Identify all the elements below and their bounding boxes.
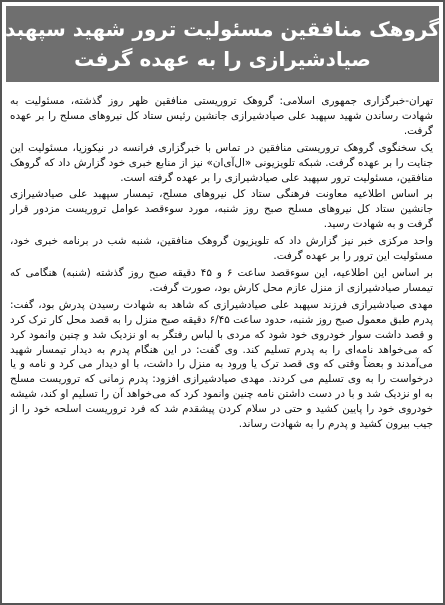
article-body [10, 94, 433, 432]
article-paragraph: یک سخنگوی گروهک تروریستی منافقین در تماس با خبرگزاری فرانسه در نیکوزیا، مسئولیت این جنایت را بر عهده گرفت. شبکه تلویزیونی «ال‌آی‌ان» نیز از منابع خبری خود گزارش داد که گروهک منافقین، مسئولیت ترور سپهبد علی صیادشیرازی را بر عهده گرفته است. [10, 141, 433, 184]
article-paragraph: تهران-خبرگزاری جمهوری اسلامی: گروهک تروریستی منافقین ظهر روز گذشته، مسئولیت به شهادت رساندن شهید سپهبد علی صیادشیرازی جانشین رئیس ستاد کل نیروهای مسلح را بر عهده گرفت. [10, 95, 433, 137]
article-paragraph: واحد مرکزی خبر نیز گزارش داد که تلویزیون گروهک منافقین، شنبه شب در برنامه خبری خود، مسئولیت این ترور را بر عهده گرفت. [10, 235, 433, 263]
article-paragraph: بر اساس اطلاعیه معاونت فرهنگی ستاد کل نیروهای مسلح، تیمسار سپهبد علی صیادشیرازی جانشین ستاد کل نیروهای مسلح صبح روز شنبه، مورد سوءقصد عوامل تروریست مزدور قرار گرفت و به شهادت رسید. [10, 188, 433, 231]
headline-line-2: صیادشیرازی را به عهده گرفت [74, 47, 371, 71]
article-headline [6, 6, 439, 82]
headline-line-1: گروهک منافقین مسئولیت ترور شهید سپهبد [5, 17, 440, 41]
article-paragraph: بر اساس این اطلاعیه، این سوءقصد ساعت ۶ و ۴۵ دقیقه صبح روز گذشته (شنبه) هنگامی که تیمسار صیادشیرازی از منزل عازم محل کارش بود، صورت گرفت. [10, 266, 433, 294]
article-paragraph: مهدی صیادشیرازی فرزند سپهبد علی صیادشیرازی که شاهد به شهادت رسیدن پدرش بود، گفت: پدرم طبق معمول صبح روز شنبه، حدود ساعت ۶/۴۵ دقیقه صبح منزل را به قصد محل کار ترک کرد و قصد داشت سوار خودروی خود شود که مردی با لباس رفتگر به او نزدیک شد و چنین وانمود کرد که می‌خواهد نامه‌ای را به پدرم تسلیم کند. وی گفت: در این هنگام پدرم به دیدار تیمسار شهید می‌آمدند و بعضاً وقتی که وی قصد ترک یا ورود به منزل را داشت، با او دیدار می کرد و نامه و یا درخواست را به وی تسلیم می کردند. مهدی صیادشیرازی افزود: پدرم زمانی که تروریست مسلح به او نزدیک شد و با در دست داشتن نامه چنین وانمود کرد که می‌خواهد آن را تسلیم او کند، شیشه خودروی خود را پایین کشید و حتی در سلام کردن پیشقدم شد که فرد تروریست اسلحه خود را از جیب بیرون کشید و پدرم را به شهادت رساند. [9, 298, 433, 431]
